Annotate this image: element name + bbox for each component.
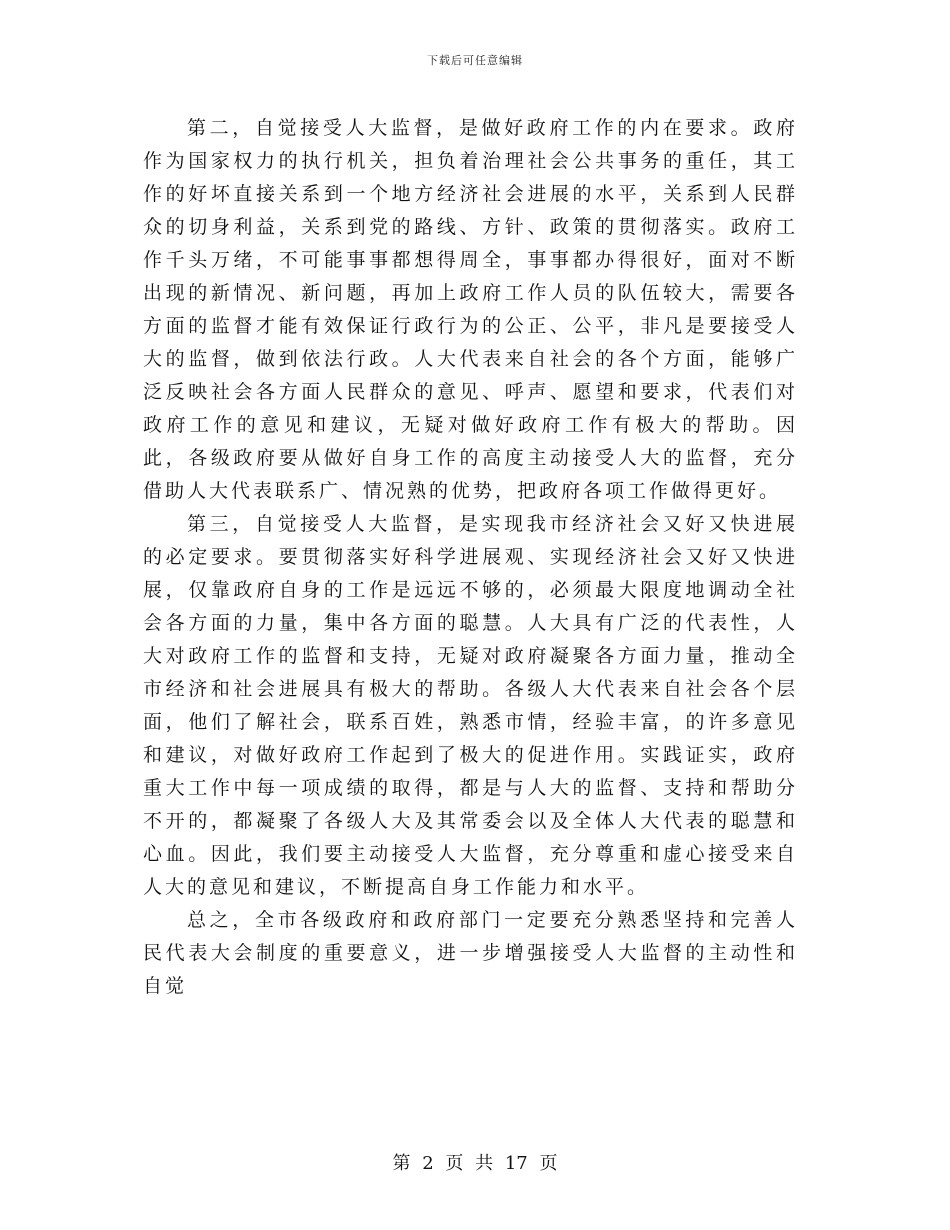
body-paragraph-1: 第二，自觉接受人大监督，是做好政府工作的内在要求。政府作为国家权力的执行机关，担负着治理社会公共事务的重任，其工作的好坏直接关系到一个地方经济社会进展的水平，关系到人民群众的切身利益，关系到党的路线、方针、政策的贯彻落实。政府工作千头万绪，不可能事事都想得周全，事事都办得很好，面对不断出现的新情况、新问题，再加上政府工作人员的队伍较大，需要各方面的监督才能有效保证行政行为的公正、公平，非凡是要接受人大的监督，做到依法行政。人大代表来自社会的各个方面，能够广泛反映社会各方面人民群众的意见、呼声、愿望和要求，代表们对政府工作的意见和建议，无疑对做好政府工作有极大的帮助。因此，各级政府要从做好自身工作的高度主动接受人大的监督，充分借助人大代表联系广、情况熟的优势，把政府各项工作做得更好。 [143,117,798,502]
page-number-footer: 第 2 页 共 17 页 [392,1153,558,1174]
page-header-note: 下载后可任意编辑 [427,54,523,67]
body-paragraph-2: 第三，自觉接受人大监督，是实现我市经济社会又好又快进展的必定要求。要贯彻落实好科学进展观、实现经济社会又好又快进展，仅靠政府自身的工作是远远不够的，必须最大限度地调动全社会各方面的力量，集中各方面的聪慧。人大具有广泛的代表性，人大对政府工作的监督和支持，无疑对政府凝聚各方面力量，推动全市经济和社会进展具有极大的帮助。各级人大代表来自社会各个层面，他们了解社会，联系百姓，熟悉市情，经验丰富，的许多意见和建议，对做好政府工作起到了极大的促进作用。实践证实，政府重大工作中每一项成绩的取得，都是与人大的监督、支持和帮助分不开的，都凝聚了各级人大及其常委会以及全体人大代表的聪慧和心血。因此，我们要主动接受人大监督，充分尊重和虚心接受来自人大的意见和建议，不断提高自身工作能力和水平。 [143,513,798,898]
body-paragraph-3: 总之，全市各级政府和政府部门一定要充分熟悉坚持和完善人民代表大会制度的重要意义，进一步增强接受人大监督的主动性和自觉 [143,909,798,997]
document-body [143,112,798,1003]
